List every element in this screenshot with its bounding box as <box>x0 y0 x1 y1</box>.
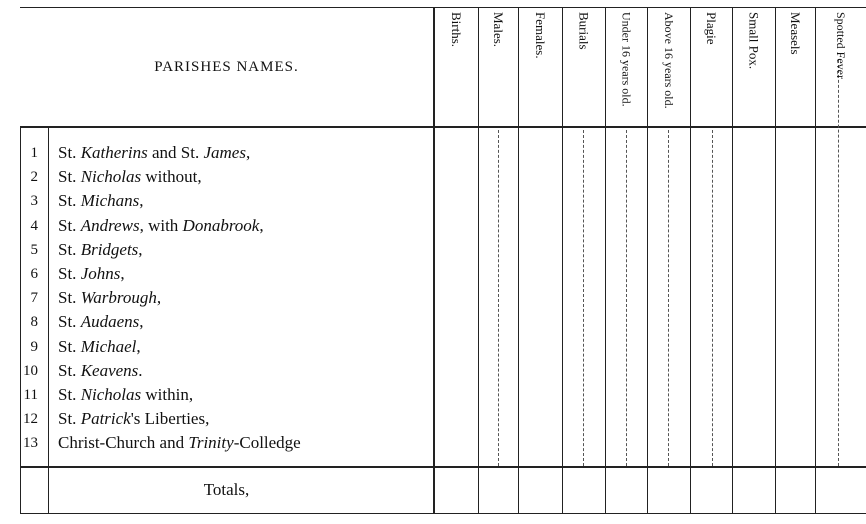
row-number: 2 <box>30 169 38 186</box>
row-number: 8 <box>30 314 38 331</box>
name-italic: Bridgets <box>80 239 139 259</box>
column-guide <box>668 130 669 466</box>
col-head-males <box>479 8 518 120</box>
parish-name <box>58 435 438 451</box>
column-guide <box>838 60 839 466</box>
column-guide <box>626 130 627 466</box>
name-prefix: St. <box>58 336 77 356</box>
name-suffix: , with <box>139 215 183 235</box>
name-italic: Audaens <box>80 312 140 332</box>
name-suffix: Christ-Church and <box>58 433 189 453</box>
name-italic: Andrews <box>80 215 140 235</box>
name-prefix: St. <box>58 312 77 332</box>
col-head-measels <box>776 8 815 120</box>
name-italic: Katherins <box>80 143 148 162</box>
col-head-females <box>519 8 562 120</box>
row-number: 1 <box>30 145 38 161</box>
col-label-small-pox: Small Pox. <box>746 12 762 70</box>
col-label-males: Males. <box>491 12 506 48</box>
row-number: 6 <box>30 266 38 282</box>
name-prefix: St. <box>58 143 77 162</box>
row-number: 13 <box>23 435 38 452</box>
col-head-small-pox <box>733 8 775 120</box>
col-head-under-16 <box>606 8 647 120</box>
name-prefix: St. <box>58 360 77 380</box>
col-label-measels: Measels <box>788 12 803 55</box>
parish-name <box>58 387 438 403</box>
column-guide <box>498 130 499 466</box>
name-prefix: St. <box>58 288 77 308</box>
col-label-above-16: Above 16 years old. <box>662 12 676 109</box>
parish-name <box>58 290 438 306</box>
name-italic: Nicholas <box>80 167 142 187</box>
name-italic: Keavens <box>80 360 139 380</box>
col-label-burials: Burials <box>576 12 592 50</box>
row-number: 9 <box>30 338 38 355</box>
col-label-births: Births. <box>449 12 464 48</box>
name-italic: Johns <box>80 264 121 283</box>
parish-name <box>58 360 438 380</box>
row-number: 3 <box>30 193 38 210</box>
name-prefix: St. <box>58 264 77 283</box>
parish-name <box>58 239 438 259</box>
col-label-spotted-fever: Spotted Fever <box>834 12 848 79</box>
name-prefix: St. <box>58 167 77 187</box>
name-prefix: St. <box>58 409 77 429</box>
name-italic: Michans <box>80 191 140 211</box>
parishes-names-header: PARISHES NAMES. <box>154 58 299 75</box>
col-head-plagie <box>691 8 732 120</box>
name-suffix: , <box>139 191 144 211</box>
name-prefix: St. <box>58 215 77 235</box>
col-head-spotted-fever <box>816 8 866 120</box>
row-number: 7 <box>30 290 38 307</box>
col-label-under-16: Under 16 years old. <box>619 12 634 107</box>
name-suffix: 's Liberties, <box>130 409 210 429</box>
row-number: 4 <box>30 217 38 234</box>
table-bottom-border <box>20 513 866 514</box>
column-guide <box>712 130 713 466</box>
name-italic: Michael <box>80 336 137 356</box>
row-number: 5 <box>30 241 38 258</box>
name-suffix: , <box>136 336 141 356</box>
name-end: , <box>245 143 251 162</box>
name-suffix: . <box>138 360 143 380</box>
name-column-rule <box>48 126 49 514</box>
parish-name <box>58 314 438 330</box>
parish-name <box>58 266 438 282</box>
name-italic: Patrick <box>80 409 131 429</box>
name-italic: Nicholas <box>80 385 142 404</box>
column-guide <box>583 130 584 466</box>
name-suffix: , <box>139 312 144 332</box>
parish-name <box>58 336 438 356</box>
name-suffix: , <box>138 239 143 259</box>
col-head-above-16 <box>648 8 690 120</box>
header-divider <box>20 126 866 128</box>
name-italic-2: Trinity <box>188 433 234 453</box>
totals-label: Totals, <box>203 480 250 499</box>
row-number: 12 <box>23 411 38 428</box>
name-suffix: and St. <box>147 143 204 162</box>
parish-name <box>58 215 438 235</box>
col-head-births <box>435 8 478 120</box>
name-suffix: within, <box>141 385 194 404</box>
name-prefix: St. <box>58 239 77 259</box>
parish-name <box>58 145 438 161</box>
name-suffix: without, <box>141 167 202 187</box>
col-label-females: Females. <box>533 12 548 59</box>
row-number: 10 <box>23 362 38 379</box>
parish-name <box>58 169 438 185</box>
name-italic-2: Donabrook <box>182 215 260 235</box>
name-suffix: , <box>156 288 162 308</box>
name-end: , <box>259 215 264 235</box>
parish-name <box>58 411 438 427</box>
name-suffix: , <box>120 264 125 283</box>
col-head-burials <box>563 8 605 120</box>
name-end: -Colledge <box>233 433 301 453</box>
name-italic: Warbrough <box>80 288 157 308</box>
name-italic-2: James <box>203 143 246 162</box>
name-prefix: St. <box>58 385 77 404</box>
parish-name <box>58 193 438 209</box>
row-number: 11 <box>23 387 38 403</box>
col-label-plagie: Plagie <box>704 12 719 45</box>
name-prefix: St. <box>58 191 77 211</box>
